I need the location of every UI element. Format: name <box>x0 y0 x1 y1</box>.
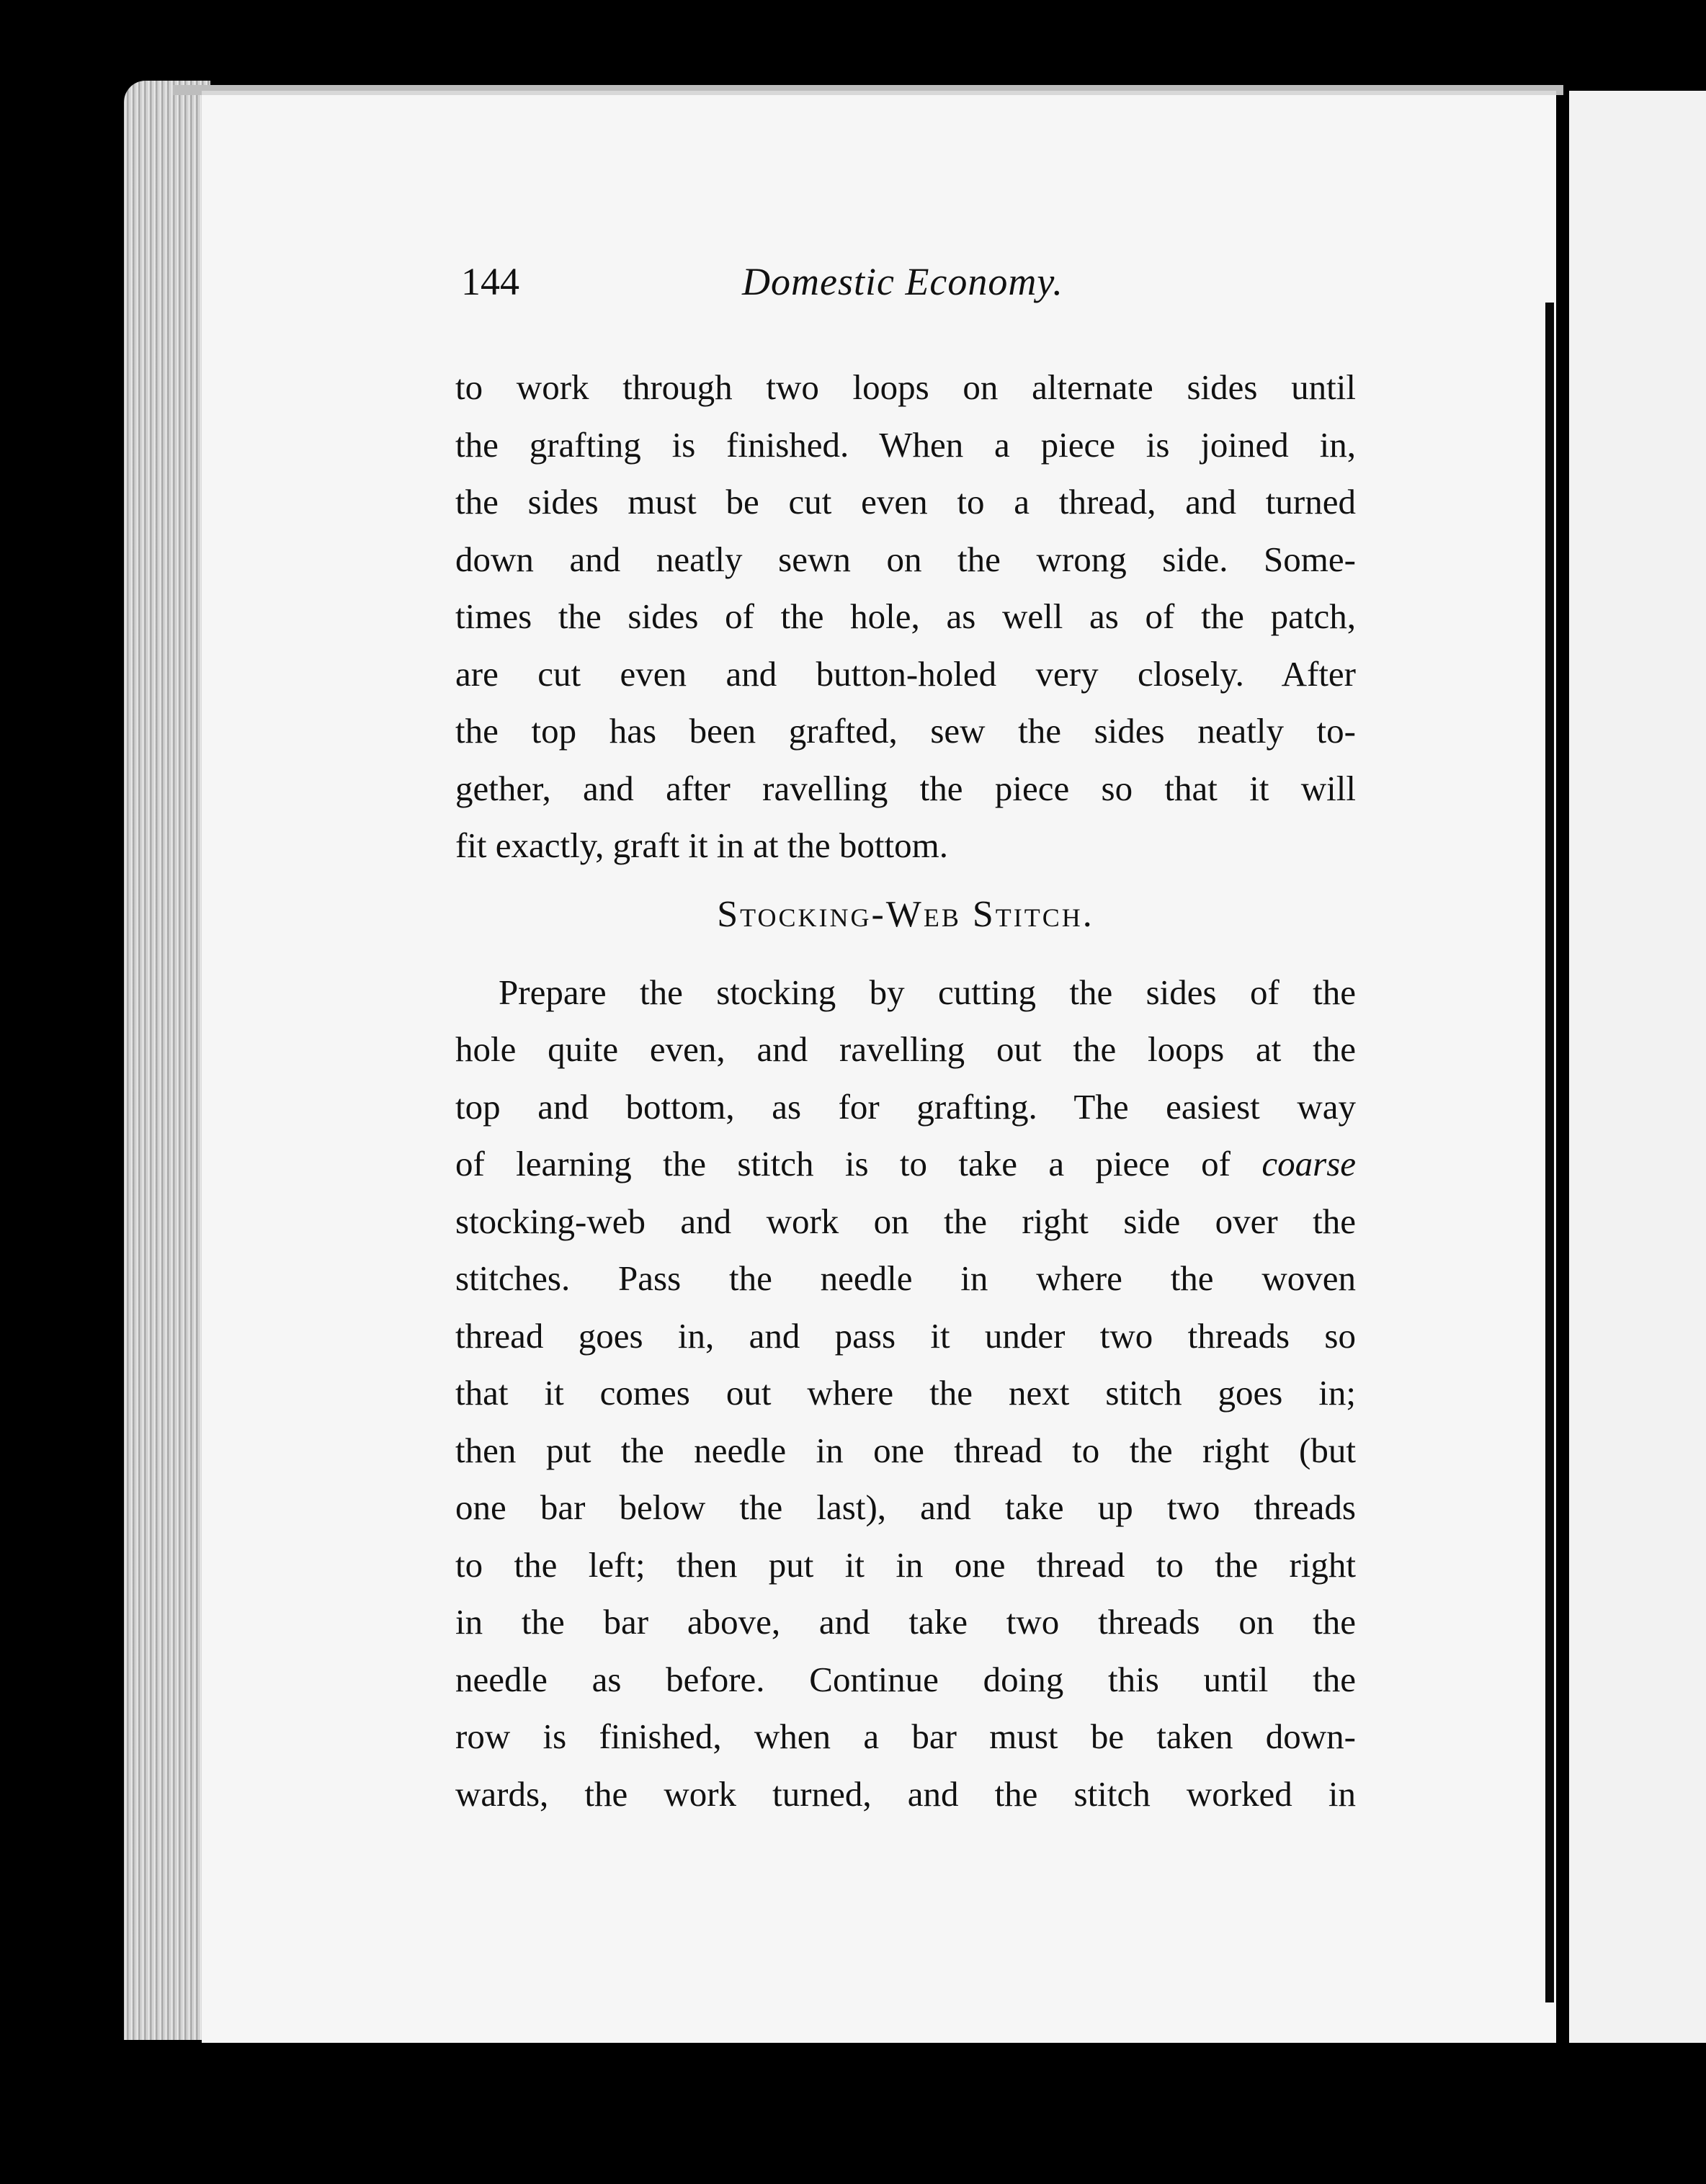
text-line: in the bar above, and take two threads on the <box>455 1602 1356 1642</box>
running-title: Domestic Economy. <box>742 260 1063 303</box>
text-line: thread goes in, and pass it under two threads so <box>455 1315 1356 1356</box>
text-line: stocking-web and work on the right side over the <box>455 1201 1356 1241</box>
page-gutter-shadow <box>1545 303 1554 2002</box>
text-line: times the sides of the hole, as well as of the patch, <box>455 596 1356 636</box>
book-page-edges <box>124 81 210 2040</box>
text-line: the top has been grafted, sew the sides neatly to- <box>455 711 1356 751</box>
section-heading: Stocking-Web Stitch. <box>717 893 1094 935</box>
text-line: down and neatly sewn on the wrong side. Some- <box>455 539 1356 579</box>
facing-page-edge <box>1569 91 1706 2043</box>
body-text <box>455 359 1356 1822</box>
text-line: that it comes out where the next stitch goes in; <box>455 1373 1356 1413</box>
text-line: are cut even and button-holed very closely. After <box>455 653 1356 694</box>
text-line: needle as before. Continue doing this until the <box>455 1659 1356 1699</box>
text-line: top and bottom, as for grafting. The easiest way <box>455 1086 1356 1127</box>
text-line: then put the needle in one thread to the right (but <box>455 1430 1356 1470</box>
emphasized-word: coarse <box>1261 1144 1357 1183</box>
text-line: stitches. Pass the needle in where the woven <box>455 1258 1356 1298</box>
scan-speck <box>69 402 79 416</box>
text-line: the grafting is finished. When a piece is joined in, <box>455 424 1356 465</box>
text-line: to the left; then put it in one thread to the right <box>455 1544 1356 1585</box>
text-line: to work through two loops on alternate sides until <box>455 367 1356 407</box>
text-line: hole quite even, and ravelling out the loops at the <box>455 1029 1356 1069</box>
text-line <box>455 1135 1356 1193</box>
text-line: gether, and after ravelling the piece so that it will <box>455 768 1356 808</box>
text-line: Prepare the stocking by cutting the sides of the <box>499 972 1356 1012</box>
text-line: the sides must be cut even to a thread, and turned <box>455 482 1356 522</box>
page-number: 144 <box>461 260 519 303</box>
text-fragment: of learning the stitch is to take a piece of <box>455 1144 1231 1183</box>
text-line: wards, the work turned, and the stitch worked in <box>455 1773 1356 1814</box>
text-line: row is finished, when a bar must be taken down- <box>455 1717 1356 1756</box>
page-header <box>461 259 1383 331</box>
text-line: fit exactly, graft it in at the bottom. <box>455 825 948 865</box>
text-line: one bar below the last), and take up two threads <box>455 1487 1356 1527</box>
